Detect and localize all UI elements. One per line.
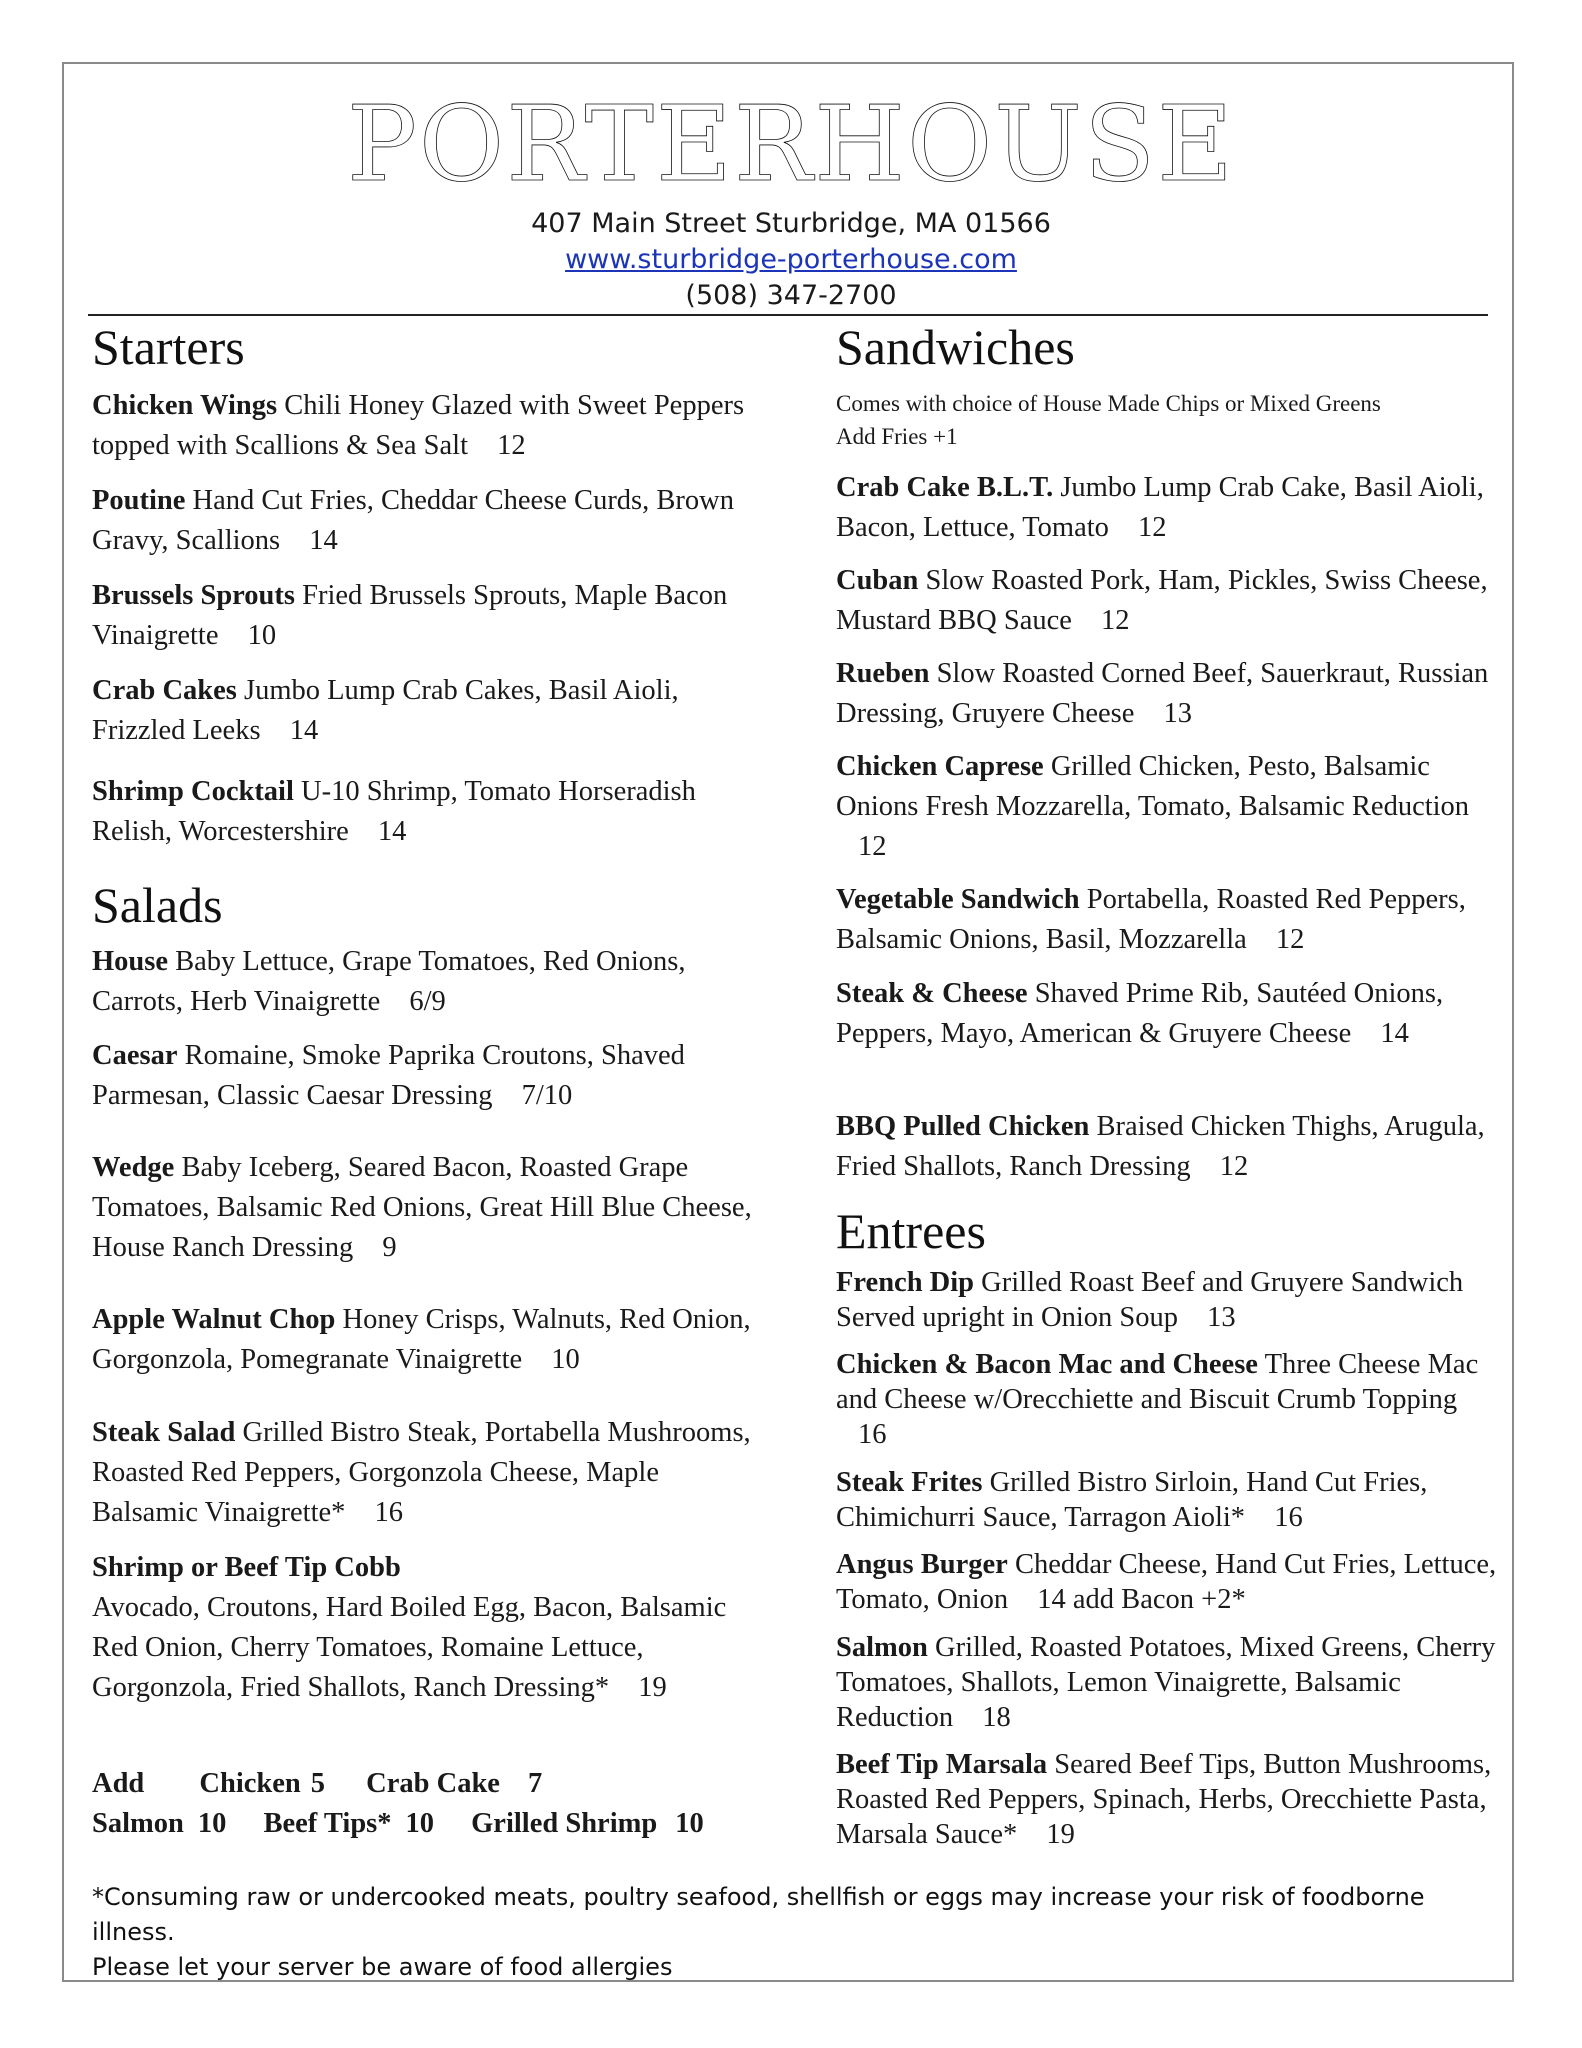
restaurant-name: PORTERHOUSE bbox=[346, 83, 1236, 205]
item-description: Slow Roasted Pork, Ham, Pickles, Swiss Cheese, Mustard BBQ Sauce bbox=[836, 565, 1488, 636]
item-name: Crab Cake B.L.T. bbox=[836, 472, 1054, 503]
item-description: Three Cheese Mac and Cheese w/Orecchiette and Biscuit Crumb Topping bbox=[836, 1349, 1479, 1415]
item-name: Chicken Caprese bbox=[836, 751, 1044, 782]
item-price: 10 bbox=[551, 1344, 580, 1375]
menu-item bbox=[836, 1107, 1500, 1187]
item-price: 14 bbox=[377, 816, 407, 847]
menu-item bbox=[92, 772, 772, 852]
item-price: 14 bbox=[289, 715, 319, 746]
item-description: Baby Lettuce, Grape Tomatoes, Red Onions, Carrots, Herb Vinaigrette bbox=[92, 946, 686, 1017]
menu-item bbox=[836, 468, 1500, 548]
item-name: Salmon bbox=[836, 1632, 928, 1663]
addon-price: 10 bbox=[197, 1808, 227, 1839]
item-price: 6/9 bbox=[409, 986, 446, 1017]
addon-price: 10 bbox=[405, 1808, 435, 1839]
item-name: BBQ Pulled Chicken bbox=[836, 1111, 1090, 1142]
menu-item bbox=[92, 386, 772, 466]
salad-addons bbox=[92, 1764, 772, 1804]
addon-price: 7 bbox=[527, 1768, 543, 1799]
menu-item bbox=[836, 1630, 1500, 1735]
header-divider bbox=[88, 314, 1488, 316]
item-name: Crab Cakes bbox=[92, 675, 237, 706]
menu-item bbox=[92, 1300, 772, 1380]
item-description: Hand Cut Fries, Cheddar Cheese Curds, Brown Gravy, Scallions bbox=[92, 485, 734, 556]
addon-price: 10 bbox=[675, 1808, 704, 1839]
item-name: House bbox=[92, 946, 169, 977]
menu-item bbox=[92, 1548, 772, 1708]
item-price: 19 bbox=[1046, 1819, 1075, 1850]
menu-item bbox=[836, 1547, 1500, 1617]
addon-name: Crab Cake bbox=[366, 1768, 500, 1799]
salad-addons bbox=[92, 1804, 772, 1844]
item-name: Chicken & Bacon Mac and Cheese bbox=[836, 1349, 1258, 1380]
menu-item bbox=[836, 1265, 1500, 1335]
phone-number: (508) 347-2700 bbox=[685, 280, 897, 311]
item-description: Slow Roasted Corned Beef, Sauerkraut, Russian Dressing, Gruyere Cheese bbox=[836, 658, 1489, 729]
item-name: Cuban bbox=[836, 565, 919, 596]
item-price: 12 bbox=[1101, 605, 1130, 636]
item-price: 13 bbox=[1163, 698, 1192, 729]
menu-item bbox=[836, 880, 1500, 960]
menu-item bbox=[92, 671, 772, 751]
addon-name: Grilled Shrimp bbox=[471, 1808, 658, 1839]
menu-item bbox=[92, 1036, 772, 1116]
item-description: Honey Crisps, Walnuts, Red Onion, Gorgonzola, Pomegranate Vinaigrette bbox=[92, 1304, 751, 1375]
item-name: Beef Tip Marsala bbox=[836, 1749, 1048, 1780]
item-description: Baby Iceberg, Seared Bacon, Roasted Grape Tomatoes, Balsamic Red Onions, Great Hill Blue Cheese, House Ranch Dressing bbox=[92, 1152, 752, 1263]
menu-item bbox=[836, 561, 1500, 641]
item-price: 16 bbox=[858, 1419, 887, 1450]
item-price: 16 bbox=[1274, 1502, 1303, 1533]
item-name: Vegetable Sandwich bbox=[836, 884, 1080, 915]
item-price: 7/10 bbox=[521, 1080, 573, 1111]
menu-item bbox=[836, 747, 1500, 867]
item-description: Grilled, Roasted Potatoes, Mixed Greens, Cherry Tomatoes, Shallots, Lemon Vinaigrette, Balsamic Reduction bbox=[836, 1632, 1496, 1733]
item-name: Shrimp or Beef Tip Cobb bbox=[92, 1552, 401, 1583]
item-name: Steak Frites bbox=[836, 1467, 983, 1498]
menu-item bbox=[92, 1413, 772, 1533]
item-name: Shrimp Cocktail bbox=[92, 776, 294, 807]
section-title-starters: Starters bbox=[92, 319, 245, 375]
item-description: Grilled Roast Beef and Gruyere Sandwich Served upright in Onion Soup bbox=[836, 1267, 1464, 1333]
item-name: Steak Salad bbox=[92, 1417, 236, 1448]
menu-item bbox=[836, 654, 1500, 734]
section-title-salads: Salads bbox=[92, 877, 223, 933]
menu-item bbox=[836, 1347, 1500, 1452]
addon-name: Salmon bbox=[92, 1808, 184, 1839]
allergy-disclaimer bbox=[92, 1880, 1492, 1985]
item-price: 12 bbox=[1138, 512, 1167, 543]
address: 407 Main Street Sturbridge, MA 01566 bbox=[531, 208, 1051, 239]
menu-item bbox=[92, 576, 772, 656]
item-name: Steak & Cheese bbox=[836, 978, 1028, 1009]
menu-item bbox=[92, 1148, 772, 1268]
item-price: 18 bbox=[982, 1702, 1011, 1733]
item-description: Avocado, Croutons, Hard Boiled Egg, Bacon, Balsamic Red Onion, Cherry Tomatoes, Romaine Lettuce, Gorgonzola, Fried Shallots, Ranch Dressing* bbox=[92, 1592, 727, 1703]
item-description: U-10 Shrimp, Tomato Horseradish Relish, Worcestershire bbox=[92, 776, 696, 847]
item-description: Shaved Prime Rib, Sautéed Onions, Peppers, Mayo, American & Gruyere Cheese bbox=[836, 978, 1444, 1049]
item-name: Apple Walnut Chop bbox=[92, 1304, 336, 1335]
item-name: Brussels Sprouts bbox=[92, 580, 295, 611]
sandwich-fries-note: Add Fries +1 bbox=[836, 424, 958, 449]
addon-name: Beef Tips* bbox=[263, 1808, 392, 1839]
item-price: 14 add Bacon +2* bbox=[1037, 1584, 1246, 1615]
item-description: Grilled Bistro Steak, Portabella Mushrooms, Roasted Red Peppers, Gorgonzola Cheese, Maple Balsamic Vinaigrette* bbox=[92, 1417, 751, 1528]
section-title-entrees: Entrees bbox=[836, 1203, 986, 1259]
item-description: Seared Beef Tips, Button Mushrooms, Roasted Red Peppers, Spinach, Herbs, Orecchiette Pasta, Marsala Sauce* bbox=[836, 1749, 1492, 1850]
item-name: Caesar bbox=[92, 1040, 178, 1071]
menu-item bbox=[92, 942, 772, 1022]
item-price: 10 bbox=[247, 620, 277, 651]
item-description: Chili Honey Glazed with Sweet Peppers topped with Scallions & Sea Salt bbox=[92, 390, 745, 461]
menu-item bbox=[92, 481, 772, 561]
item-price: 16 bbox=[374, 1497, 404, 1528]
item-price: 12 bbox=[1219, 1151, 1249, 1182]
item-price: 19 bbox=[638, 1672, 667, 1703]
addon-price: 5 bbox=[310, 1768, 326, 1799]
item-description: Cheddar Cheese, Hand Cut Fries, Lettuce, Tomato, Onion bbox=[836, 1549, 1497, 1615]
item-name: French Dip bbox=[836, 1267, 975, 1298]
item-description: Jumbo Lump Crab Cakes, Basil Aioli, Frizzled Leeks bbox=[92, 675, 679, 746]
item-description: Romaine, Smoke Paprika Croutons, Shaved Parmesan, Classic Caesar Dressing bbox=[92, 1040, 685, 1111]
item-price: 13 bbox=[1207, 1302, 1236, 1333]
item-description: Jumbo Lump Crab Cake, Basil Aioli, Bacon, Lettuce, Tomato bbox=[836, 472, 1484, 543]
item-price: 14 bbox=[1380, 1018, 1409, 1049]
item-price: 9 bbox=[382, 1232, 397, 1263]
addon-label: Add bbox=[92, 1768, 145, 1799]
sandwich-note: Comes with choice of House Made Chips or Mixed Greens bbox=[836, 391, 1381, 416]
menu-item bbox=[836, 1465, 1500, 1535]
item-description: Braised Chicken Thighs, Arugula, Fried Shallots, Ranch Dressing bbox=[836, 1111, 1485, 1182]
addon-name: Chicken bbox=[199, 1768, 301, 1799]
item-description: Portabella, Roasted Red Peppers, Balsamic Onions, Basil, Mozzarella bbox=[836, 884, 1466, 955]
item-name: Chicken Wings bbox=[92, 390, 278, 421]
item-price: 12 bbox=[858, 831, 887, 862]
item-description: Grilled Bistro Sirloin, Hand Cut Fries, Chimichurri Sauce, Tarragon Aioli* bbox=[836, 1467, 1428, 1533]
item-description: Fried Brussels Sprouts, Maple Bacon Vinaigrette bbox=[92, 580, 728, 651]
menu-item bbox=[836, 974, 1500, 1054]
item-price: 14 bbox=[309, 525, 338, 556]
disclaimer-line: *Consuming raw or undercooked meats, poultry seafood, shellfish or eggs may increase your risk of foodborne illness. bbox=[92, 1883, 1425, 1946]
item-name: Rueben bbox=[836, 658, 930, 689]
item-name: Poutine bbox=[92, 485, 186, 516]
section-title-sandwiches: Sandwiches bbox=[836, 319, 1075, 375]
item-price: 12 bbox=[497, 430, 526, 461]
item-description: Grilled Chicken, Pesto, Balsamic Onions Fresh Mozzarella, Tomato, Balsamic Reduction bbox=[836, 751, 1470, 822]
website-link[interactable]: www.sturbridge-porterhouse.com bbox=[565, 244, 1017, 275]
menu-item bbox=[836, 1747, 1500, 1852]
item-name: Angus Burger bbox=[836, 1549, 1008, 1580]
disclaimer-line: Please let your server be aware of food allergies bbox=[92, 1953, 673, 1981]
item-price: 12 bbox=[1275, 924, 1305, 955]
item-name: Wedge bbox=[92, 1152, 175, 1183]
